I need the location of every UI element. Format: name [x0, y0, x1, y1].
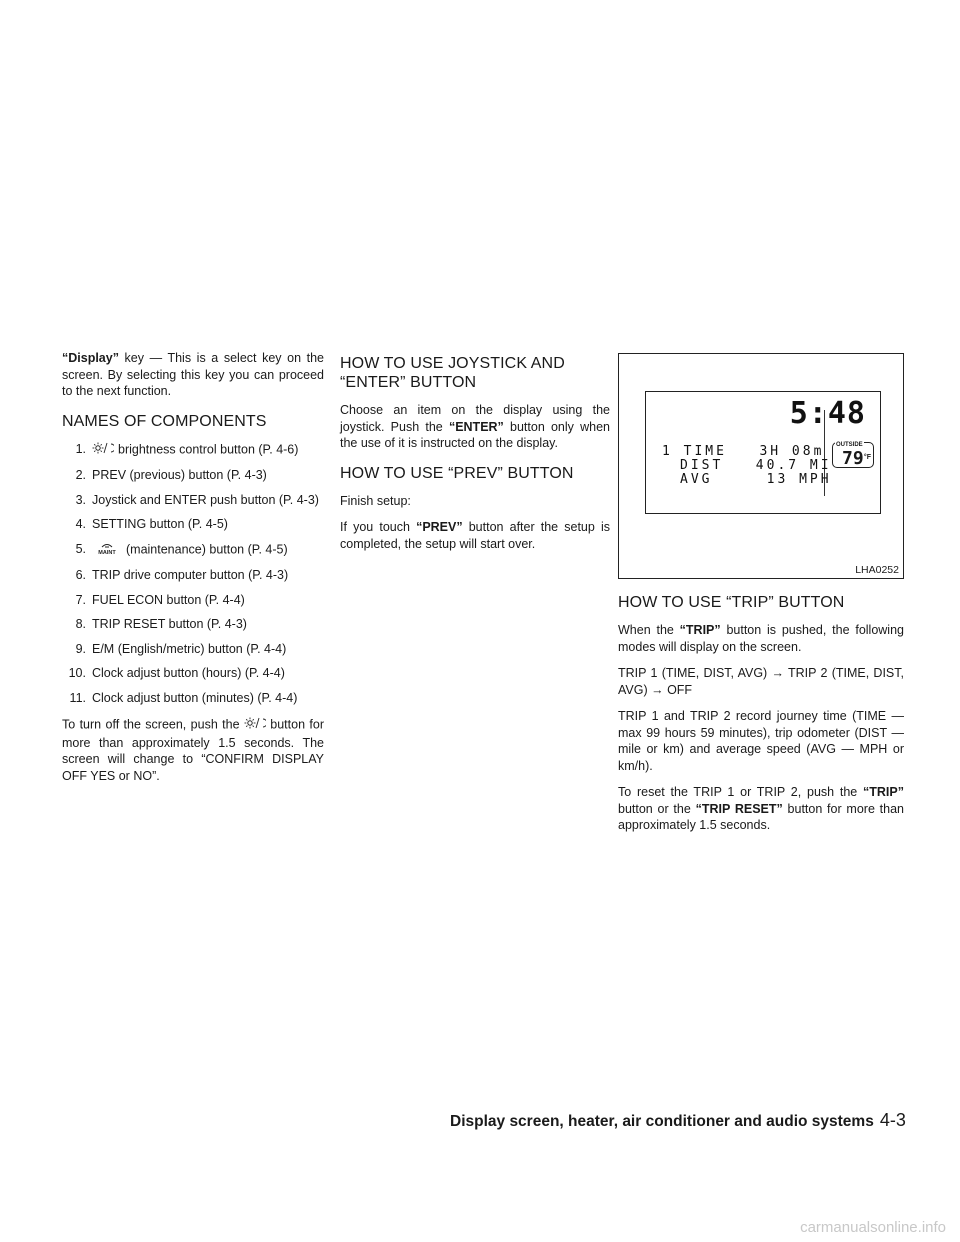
- heading-trip: HOW TO USE “TRIP” BUTTON: [618, 594, 845, 611]
- page-footer: [450, 1110, 904, 1131]
- component-body: [92, 665, 285, 682]
- prev-text-post: button after the setup is completed, the setup will start over.: [340, 520, 610, 551]
- component-text: FUEL ECON button (P. 4-4): [92, 592, 245, 607]
- page-number: 4-3: [879, 1110, 906, 1130]
- trip-term: “TRIP”: [679, 623, 721, 637]
- reset-text-post: button for more than approximately 1.5 seconds.: [618, 801, 904, 832]
- reset-term-trip-reset: “TRIP RESET”: [695, 801, 783, 816]
- trip-text-post: button is pushed, the following modes will display on the screen.: [618, 623, 904, 654]
- component-number: 4.: [75, 517, 86, 531]
- component-body: [92, 567, 288, 584]
- lcd-row-time: 1 TIME 3H 08m: [662, 444, 825, 459]
- brightness-icon: [92, 441, 114, 460]
- reset-term-trip: “TRIP”: [863, 785, 904, 799]
- watermark: carmanualsonline.info: [800, 1219, 946, 1236]
- component-body: [92, 641, 286, 658]
- component-item: [62, 516, 324, 533]
- lcd-clock: 5:48: [789, 396, 866, 431]
- component-item: [62, 567, 324, 584]
- outside-label: OUTSIDE: [836, 442, 863, 448]
- component-text: brightness control button (P. 4-6): [118, 442, 299, 457]
- component-number: 11.: [69, 690, 86, 705]
- column-left: [62, 350, 324, 794]
- heading-names-of-components: NAMES OF COMPONENTS: [62, 412, 267, 430]
- component-body: [92, 467, 267, 484]
- display-key-paragraph: [62, 350, 324, 400]
- component-item: [62, 541, 324, 560]
- component-text: (maintenance) button (P. 4-5): [126, 542, 288, 557]
- component-body: [92, 516, 228, 533]
- component-number: 8.: [75, 617, 86, 631]
- turn-off-text-post: button for more than approximately 1.5 seconds. The screen will change to “CONFIRM DISPLAY OFF YES or NO”.: [62, 717, 324, 783]
- component-body: [92, 690, 297, 707]
- component-number: 5.: [75, 541, 86, 556]
- trip-text-pre: When the: [618, 623, 680, 637]
- joystick-text-post: button only when the use of it is instructed on the display.: [340, 419, 610, 450]
- component-item: [62, 641, 324, 658]
- reset-text-pre: To reset the TRIP 1 or TRIP 2, push the: [618, 785, 864, 799]
- prev-text-pre: If you touch: [340, 520, 417, 534]
- component-item: [62, 467, 324, 484]
- prev-term: “PREV”: [416, 520, 463, 534]
- trip-reset-paragraph: [618, 784, 904, 834]
- column-middle: [340, 350, 610, 562]
- component-number: 9.: [75, 641, 86, 656]
- component-number: 2.: [75, 468, 86, 482]
- component-text: Joystick and ENTER push button (P. 4-3): [92, 492, 319, 507]
- column-right: [618, 350, 904, 844]
- component-body: [92, 541, 288, 560]
- component-text: PREV (previous) button (P. 4-3): [92, 468, 267, 482]
- joystick-text-pre: Choose an item on the display using the joystick. Push the: [340, 403, 610, 434]
- component-body: [92, 492, 319, 509]
- component-item: [62, 690, 324, 707]
- component-number: 1.: [75, 441, 86, 456]
- lcd-row-dist: DIST 40.7 MI: [680, 458, 832, 473]
- component-number: 6.: [75, 568, 86, 582]
- turn-off-text-pre: To turn off the screen, push the: [62, 717, 244, 732]
- footer-section-title: Display screen, heater, air conditioner and audio systems: [450, 1113, 874, 1130]
- component-text: Clock adjust button (hours) (P. 4-4): [92, 666, 285, 680]
- component-text: SETTING button (P. 4-5): [92, 517, 228, 531]
- component-item: [62, 592, 324, 609]
- lcd-screen: [645, 391, 881, 514]
- joystick-paragraph: [340, 402, 610, 452]
- trip-modes-paragraph: TRIP 1 (TIME, DIST, AVG) → TRIP 2 (TIME, DIST, AVG) → OFF: [618, 666, 904, 697]
- component-number: 3.: [75, 492, 86, 507]
- component-body: [92, 616, 247, 633]
- component-item: [62, 616, 324, 633]
- component-item: [62, 665, 324, 682]
- lcd-row-avg: AVG 13 MPH: [680, 472, 832, 487]
- prev-paragraph: [340, 519, 610, 552]
- reset-text-mid: button or the: [618, 801, 696, 816]
- outside-unit: °F: [863, 454, 871, 461]
- component-text: Clock adjust button (minutes) (P. 4-4): [92, 690, 298, 705]
- component-number: 7.: [75, 592, 86, 607]
- enter-term: “ENTER”: [448, 419, 504, 434]
- component-text: TRIP RESET button (P. 4-3): [92, 617, 247, 631]
- brightness-icon: [244, 716, 266, 735]
- heading-joystick: HOW TO USE JOYSTICK AND “ENTER” BUTTON: [340, 355, 565, 391]
- outside-temp: 79: [842, 448, 864, 469]
- figure-label: LHA0252: [855, 564, 899, 576]
- turn-off-paragraph: [62, 716, 324, 784]
- component-body: [92, 441, 298, 460]
- outside-temp-box: [832, 442, 874, 468]
- svg-text:MAINT: MAINT: [98, 549, 116, 555]
- trip-paragraph: [618, 622, 904, 655]
- display-key-description: key — This is a select key on the screen. By selecting this key you can proceed to the next function.: [62, 351, 324, 398]
- display-key-term: “Display”: [62, 351, 119, 365]
- component-item: [62, 492, 324, 509]
- component-list: [62, 441, 324, 707]
- component-text: TRIP drive computer button (P. 4-3): [92, 568, 289, 582]
- component-body: [92, 592, 245, 609]
- display-figure: [618, 353, 904, 579]
- component-number: 10.: [68, 666, 86, 680]
- component-item: [62, 441, 324, 460]
- trip-record-paragraph: TRIP 1 and TRIP 2 record journey time (TIME — max 99 hours 59 minutes), trip odometer (DIST — mile or km) and average speed (AVG — MPH or km/h).: [618, 709, 904, 773]
- maint-icon: [92, 541, 122, 560]
- finish-setup-paragraph: Finish setup:: [340, 493, 411, 508]
- heading-prev: HOW TO USE “PREV” BUTTON: [340, 464, 574, 482]
- component-text: E/M (English/metric) button (P. 4-4): [92, 641, 287, 656]
